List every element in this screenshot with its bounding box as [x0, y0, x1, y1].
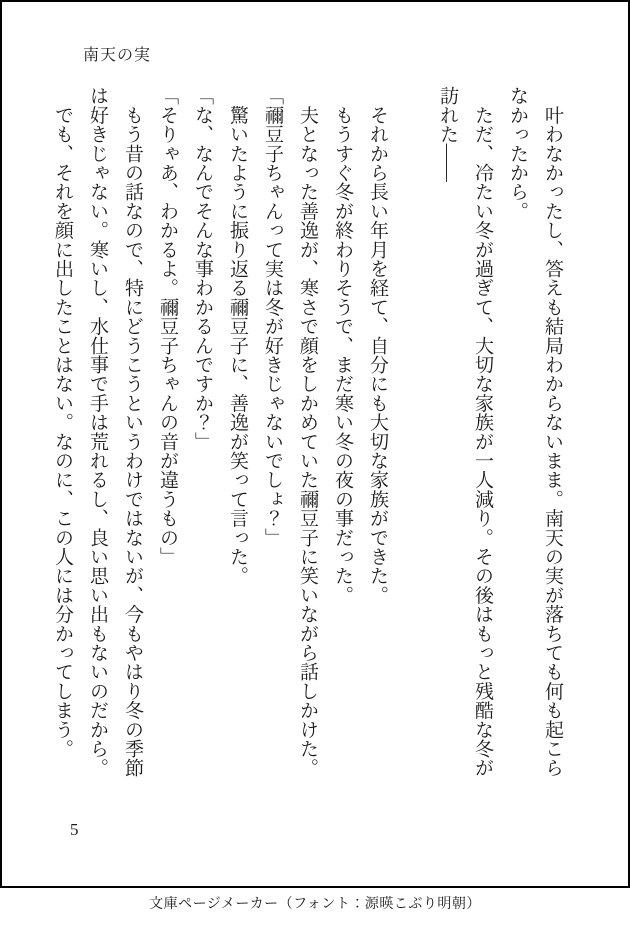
text-column: 「禰豆子ちゃんって実は冬が好きじゃないでしょ？」: [262, 86, 283, 547]
text-column: 叶わなかったし、答えも結局わからないまま。南天の実が落ちても何も起こら: [542, 86, 563, 778]
text-column: もうすぐ冬が終わりそうで、まだ寒い冬の夜の事だった。: [332, 86, 353, 605]
text-column: 「な、なんでそんな事わかるんですか？」: [192, 86, 213, 451]
text-column: 訪れた――: [437, 86, 458, 182]
text-column: それから長い年月を経て、自分にも大切な家族ができた。: [367, 86, 388, 605]
text-column: 「そりゃあ、わかるよ。禰豆子ちゃんの音が違うもの」: [157, 86, 178, 566]
text-column: でも、それを顔に出したことはない。なのに、この人には分かってしまう。: [52, 86, 73, 758]
footer-caption: 文庫ページメーカー（フォント：源暎こぶり明朝）: [149, 897, 481, 912]
page-number: 5: [70, 820, 79, 839]
text-column: もう昔の話なので、特にどうこうというわけではないが、今もやはり冬の季節: [122, 86, 143, 778]
text-column: なかったから。: [507, 86, 528, 221]
text-column: 夫となった善逸が、寒さで顔をしかめていた禰豆子に笑いながら話しかけた。: [297, 86, 318, 778]
chapter-title: 南天の実: [83, 47, 152, 64]
text-column: ただ、冷たい冬が過ぎて、大切な家族が一人減り。その後はもっと残酷な冬が: [472, 86, 493, 778]
body-text: [45, 86, 570, 861]
text-column: は好きじゃない。寒いし、水仕事で手は荒れるし、良い思い出もないのだから。: [87, 86, 108, 778]
text-column: [395, 86, 430, 861]
text-column: 驚いたように振り返る禰豆子に、善逸が笑って言った。: [227, 86, 248, 586]
